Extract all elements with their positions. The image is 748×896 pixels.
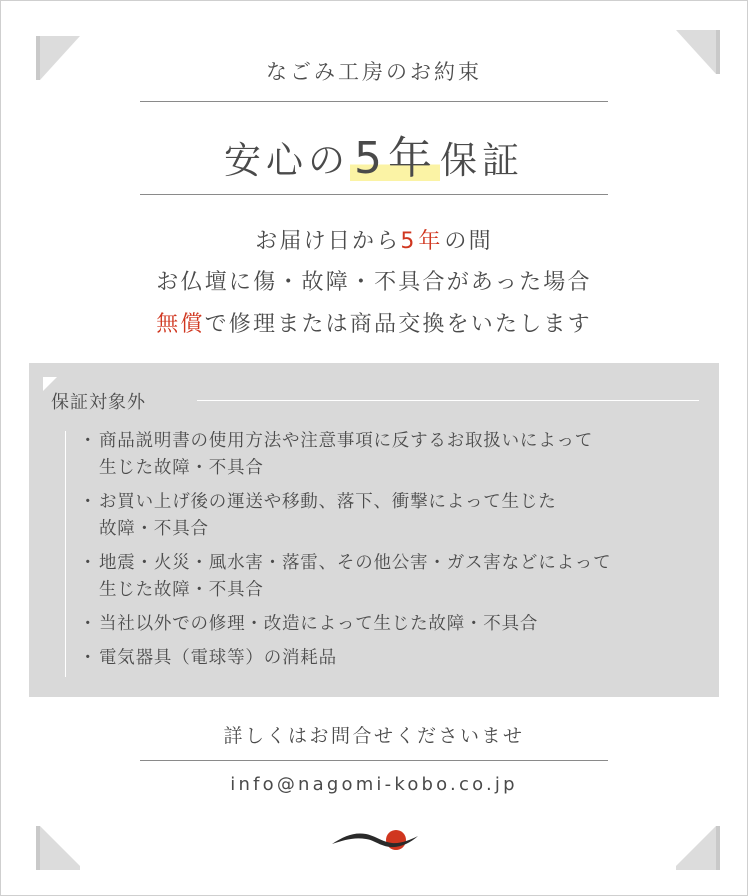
list-item [81, 645, 701, 672]
list-item-text: 故障・不具合 [99, 519, 209, 539]
list-item-text: 当社以外での修理・改造によって生じた故障・不具合 [99, 614, 539, 634]
list-item [81, 611, 701, 638]
message-line-2: お仏壇に傷・故障・不具合があった場合 [156, 270, 592, 295]
brand-logo [330, 826, 420, 856]
box-vertical-line [65, 431, 66, 677]
title-highlight-years: 5年 [350, 133, 440, 184]
exclusions-box [29, 363, 719, 697]
corner-ornament-bottom-right [676, 826, 720, 870]
box-divider [197, 400, 699, 401]
divider [140, 194, 608, 195]
list-item-text: 生じた故障・不具合 [99, 458, 264, 478]
divider [140, 101, 608, 102]
list-item-text: お買い上げ後の運送や移動、落下、衝撃によって生じた [99, 492, 557, 512]
divider [140, 760, 608, 761]
message-line-3 [0, 307, 748, 338]
exclusions-label: 保証対象外 [51, 392, 146, 413]
list-item-text: 地震・火災・風水害・落雷、その他公害・ガス害などによって [99, 553, 612, 573]
promise-subtitle: なごみ工房のお約束 [266, 60, 482, 84]
list-item [81, 550, 701, 604]
contact-email[interactable]: info@nagomi-kobo.co.jp [230, 774, 518, 795]
contact-text: 詳しくはお問合せくださいませ [223, 725, 525, 747]
list-item-text: 生じた故障・不具合 [99, 580, 264, 600]
message-text: で修理または商品交換をいたします [204, 312, 592, 337]
message-text: お届け日から [255, 229, 401, 254]
corner-ornament-bottom-left [36, 826, 80, 870]
list-item [81, 428, 701, 482]
message-highlight-years: 5年 [400, 229, 445, 254]
warranty-title [0, 122, 748, 186]
exclusions-list [81, 428, 701, 679]
message-line-1 [0, 224, 748, 255]
message-highlight-free: 無償 [156, 312, 205, 337]
list-item [81, 489, 701, 543]
list-item-text: 商品説明書の使用方法や注意事項に反するお取扱いによって [99, 431, 594, 451]
list-item-text: 電気器具（電球等）の消耗品 [99, 648, 337, 668]
message-text: の間 [444, 229, 493, 254]
title-prefix: 安心の [224, 139, 350, 182]
title-suffix: 保証 [440, 139, 524, 182]
